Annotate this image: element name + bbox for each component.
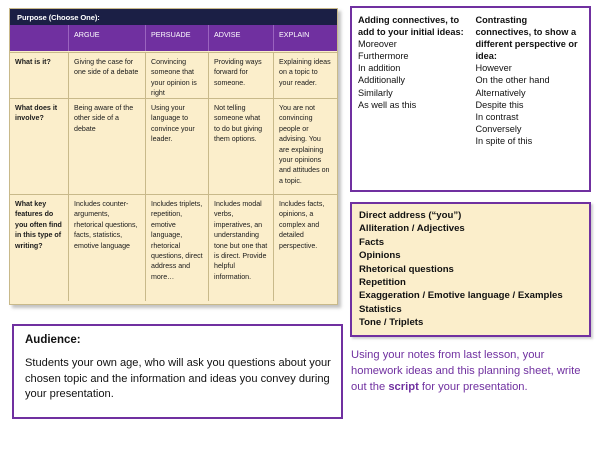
column-header-explain: EXPLAIN: [279, 30, 310, 39]
cell-advise-what-is-it: Providing ways forward for someone.: [209, 53, 274, 98]
list-item: Moreover: [358, 39, 397, 50]
list-item: Opinions: [359, 250, 401, 262]
list-item: On the other hand: [475, 75, 550, 86]
instruction-emphasis: script: [388, 381, 419, 394]
list-item: Alliteration / Adjectives: [359, 223, 465, 235]
techniques-list: [359, 209, 583, 330]
row-label-key-features: What key features do you often find in this type of writing?: [10, 195, 69, 301]
cell-argue-what-is-it: Giving the case for one side of a debate: [69, 53, 146, 98]
cell-argue-features: Includes counter-arguments, rhetorical questions, facts, statistics, emotive language: [69, 195, 146, 301]
connectives-box: [350, 6, 591, 192]
list-item: In addition: [358, 63, 401, 74]
column-header-persuade: PERSUADE: [146, 25, 209, 51]
techniques-box: [350, 202, 591, 337]
cell-persuade-what-is-it: Convincing someone that your opinion is right: [146, 53, 209, 98]
list-item: In spite of this: [475, 135, 533, 146]
list-item: Facts: [359, 236, 385, 248]
list-item: However: [475, 63, 512, 74]
purpose-table-header-row: [10, 25, 337, 52]
contrasting-connectives-column: [472, 14, 586, 186]
list-item: Conversely: [475, 123, 522, 134]
row-label-what-does-it-involve: What does it involve?: [10, 99, 69, 194]
cell-explain-what-is-it: Explaining ideas on a topic to your reader.: [274, 53, 337, 98]
list-item: Statistics: [359, 303, 402, 315]
column-header-advise: ADVISE: [209, 25, 274, 51]
purpose-table-title: Purpose (Choose One):: [10, 9, 337, 25]
list-item: Repetition: [359, 277, 406, 289]
cell-advise-involve: Not telling someone what to do but giving them options.: [209, 99, 274, 194]
cell-explain-features: Includes facts, opinions, a complex and detailed perspective.: [274, 195, 337, 301]
row-label-what-is-it: What is it?: [10, 53, 69, 98]
list-item: Alternatively: [475, 87, 526, 98]
task-instruction: [351, 347, 594, 396]
adding-connectives-column: [358, 14, 472, 186]
audience-label: Audience:: [25, 334, 81, 346]
instruction-part-2: for your presentation.: [418, 381, 528, 394]
adding-connectives-heading: Adding connectives, to add to your initial ideas:: [358, 15, 464, 38]
purpose-table: [9, 8, 338, 305]
list-item: Similarly: [358, 87, 393, 98]
contrasting-connectives-heading: Contrasting connectives, to show a different perspective or idea:: [475, 15, 578, 62]
column-header-argue: ARGUE: [69, 25, 146, 51]
cell-argue-involve: Being aware of the other side of a debate: [69, 99, 146, 194]
table-row: [10, 98, 337, 194]
column-header-blank: [10, 25, 69, 51]
list-item: In contrast: [475, 111, 519, 122]
cell-advise-features: Includes modal verbs, imperatives, an understanding tone but one that is direct. Provide helpful information.: [209, 195, 274, 301]
list-item: Direct address (“you”): [359, 210, 462, 221]
list-item: Despite this: [475, 99, 524, 110]
list-item: Rhetorical questions: [359, 263, 454, 275]
table-row: [10, 194, 337, 301]
cell-persuade-involve: Using your language to convince your leader.: [146, 99, 209, 194]
list-item: As well as this: [358, 99, 417, 110]
audience-description: Students your own age, who will ask you questions about your chosen topic and the information and ideas you convey during your presentation.: [25, 357, 331, 401]
list-item: Tone / Triplets: [359, 317, 424, 329]
contrasting-connectives-list: [476, 62, 586, 147]
list-item: Additionally: [358, 75, 405, 86]
cell-persuade-features: Includes triplets, repetition, emotive language, rhetorical questions, direct address and more…: [146, 195, 209, 301]
list-item: Exaggeration / Emotive language / Examples: [359, 290, 563, 302]
cell-explain-involve: You are not convincing people or advising. You are explaining your opinions and attitudes on a topic.: [274, 99, 337, 194]
instruction-part-1: Using your notes from last lesson, your homework ideas and this planning sheet, write out the: [351, 349, 581, 394]
list-item: Furthermore: [358, 51, 409, 62]
adding-connectives-list: [358, 38, 472, 111]
audience-box: [12, 324, 343, 419]
table-row: [10, 52, 337, 98]
